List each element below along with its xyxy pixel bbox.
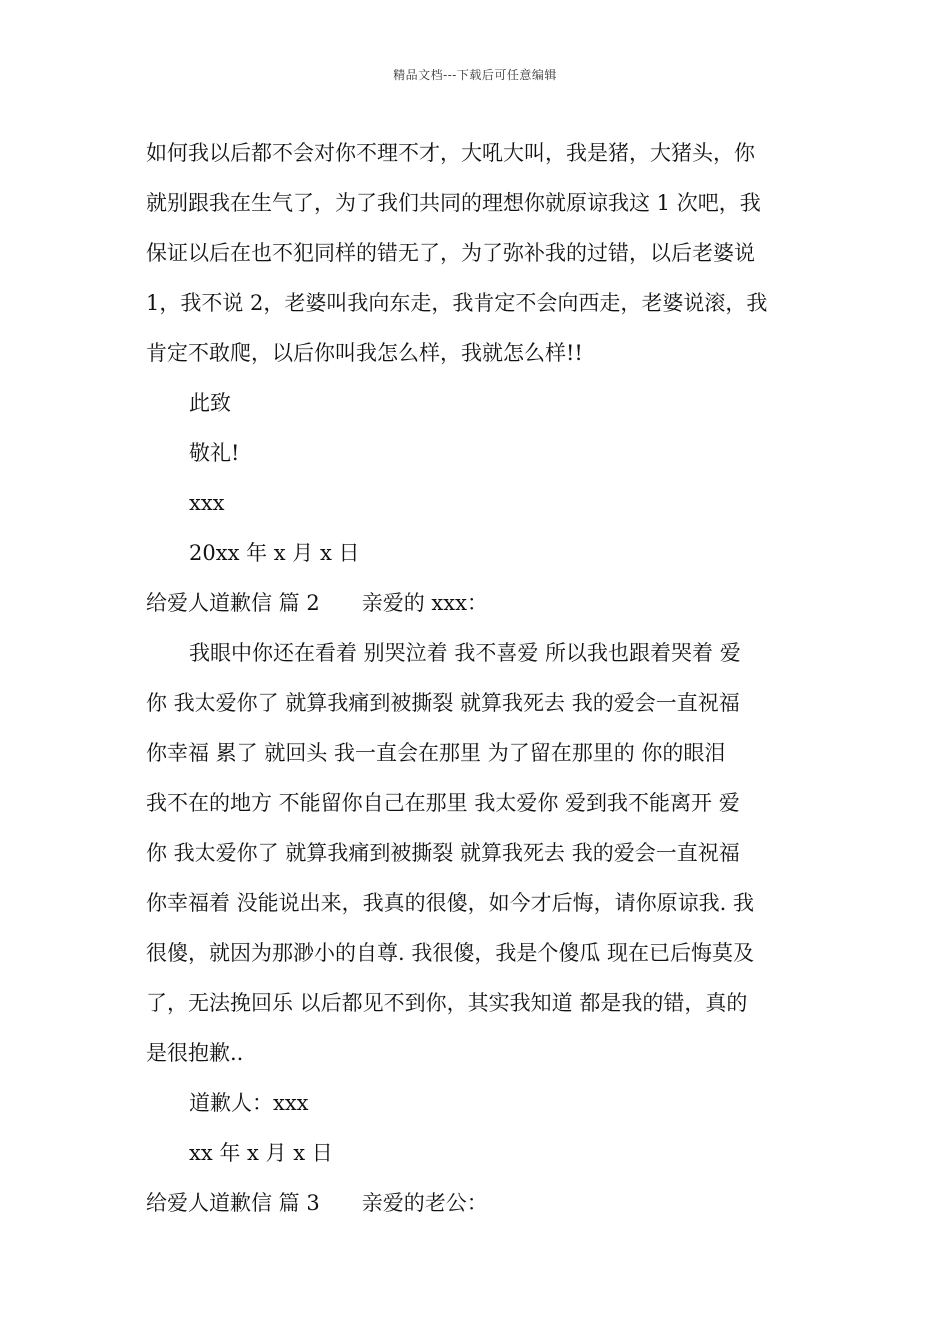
date-line: 20xx 年 x 月 x 日: [189, 541, 360, 565]
paragraph-line: 我不在的地方 不能留你自己在那里 我太爱你 爱到我不能离开 爱: [146, 791, 740, 815]
closing-line: 此致: [189, 391, 231, 415]
section-heading: [146, 578, 810, 628]
paragraph-line: 是很抱歉..: [146, 1041, 244, 1065]
page-header: 精品文档---下载后可任意编辑: [393, 68, 557, 82]
signature: xxx: [189, 491, 225, 515]
section-title: 给爱人道歉信 篇 3: [146, 1191, 320, 1215]
paragraph-line: 你幸福着 没能说出来，我真的很傻，如今才后悔，请你原谅我. 我: [146, 891, 755, 915]
paragraph-line: 如何我以后都不会对你不理不才，大吼大叫，我是猪，大猪头，你: [146, 141, 755, 165]
paragraph-line: 很傻，就因为那渺小的自尊. 我很傻，我是个傻瓜 现在已后悔莫及: [146, 941, 755, 965]
paragraph-line: 我眼中你还在看着 别哭泣着 我不喜爱 所以我也跟着哭着 爱: [189, 641, 741, 665]
date-line: xx 年 x 月 x 日: [189, 1141, 333, 1165]
section-heading: [146, 1178, 810, 1228]
section-title: 给爱人道歉信 篇 2: [146, 591, 320, 615]
salutation: 亲爱的 xxx：: [361, 591, 488, 615]
salutation: 亲爱的老公：: [361, 1191, 488, 1215]
signature: 道歉人：xxx: [189, 1091, 309, 1115]
paragraph-line: 你幸福 累了 就回头 我一直会在那里 为了留在那里的 你的眼泪: [146, 741, 726, 765]
paragraph-line: 1，我不说 2，老婆叫我向东走，我肯定不会向西走，老婆说滚，我: [146, 291, 768, 315]
closing-line: 敬礼!: [189, 441, 240, 465]
paragraph-line: 保证以后在也不犯同样的错无了，为了弥补我的过错，以后老婆说: [146, 241, 755, 265]
paragraph-line: 你 我太爱你了 就算我痛到被撕裂 就算我死去 我的爱会一直祝福: [146, 691, 740, 715]
paragraph-line: 你 我太爱你了 就算我痛到被撕裂 就算我死去 我的爱会一直祝福: [146, 841, 740, 865]
paragraph-line: 就别跟我在生气了，为了我们共同的理想你就原谅我这 1 次吧，我: [146, 191, 761, 215]
document-body: [146, 128, 810, 1228]
paragraph-line: 了，无法挽回乐 以后都见不到你，其实我知道 都是我的错，真的: [146, 991, 748, 1015]
paragraph-line: 肯定不敢爬，以后你叫我怎么样，我就怎么样!!: [146, 341, 583, 365]
